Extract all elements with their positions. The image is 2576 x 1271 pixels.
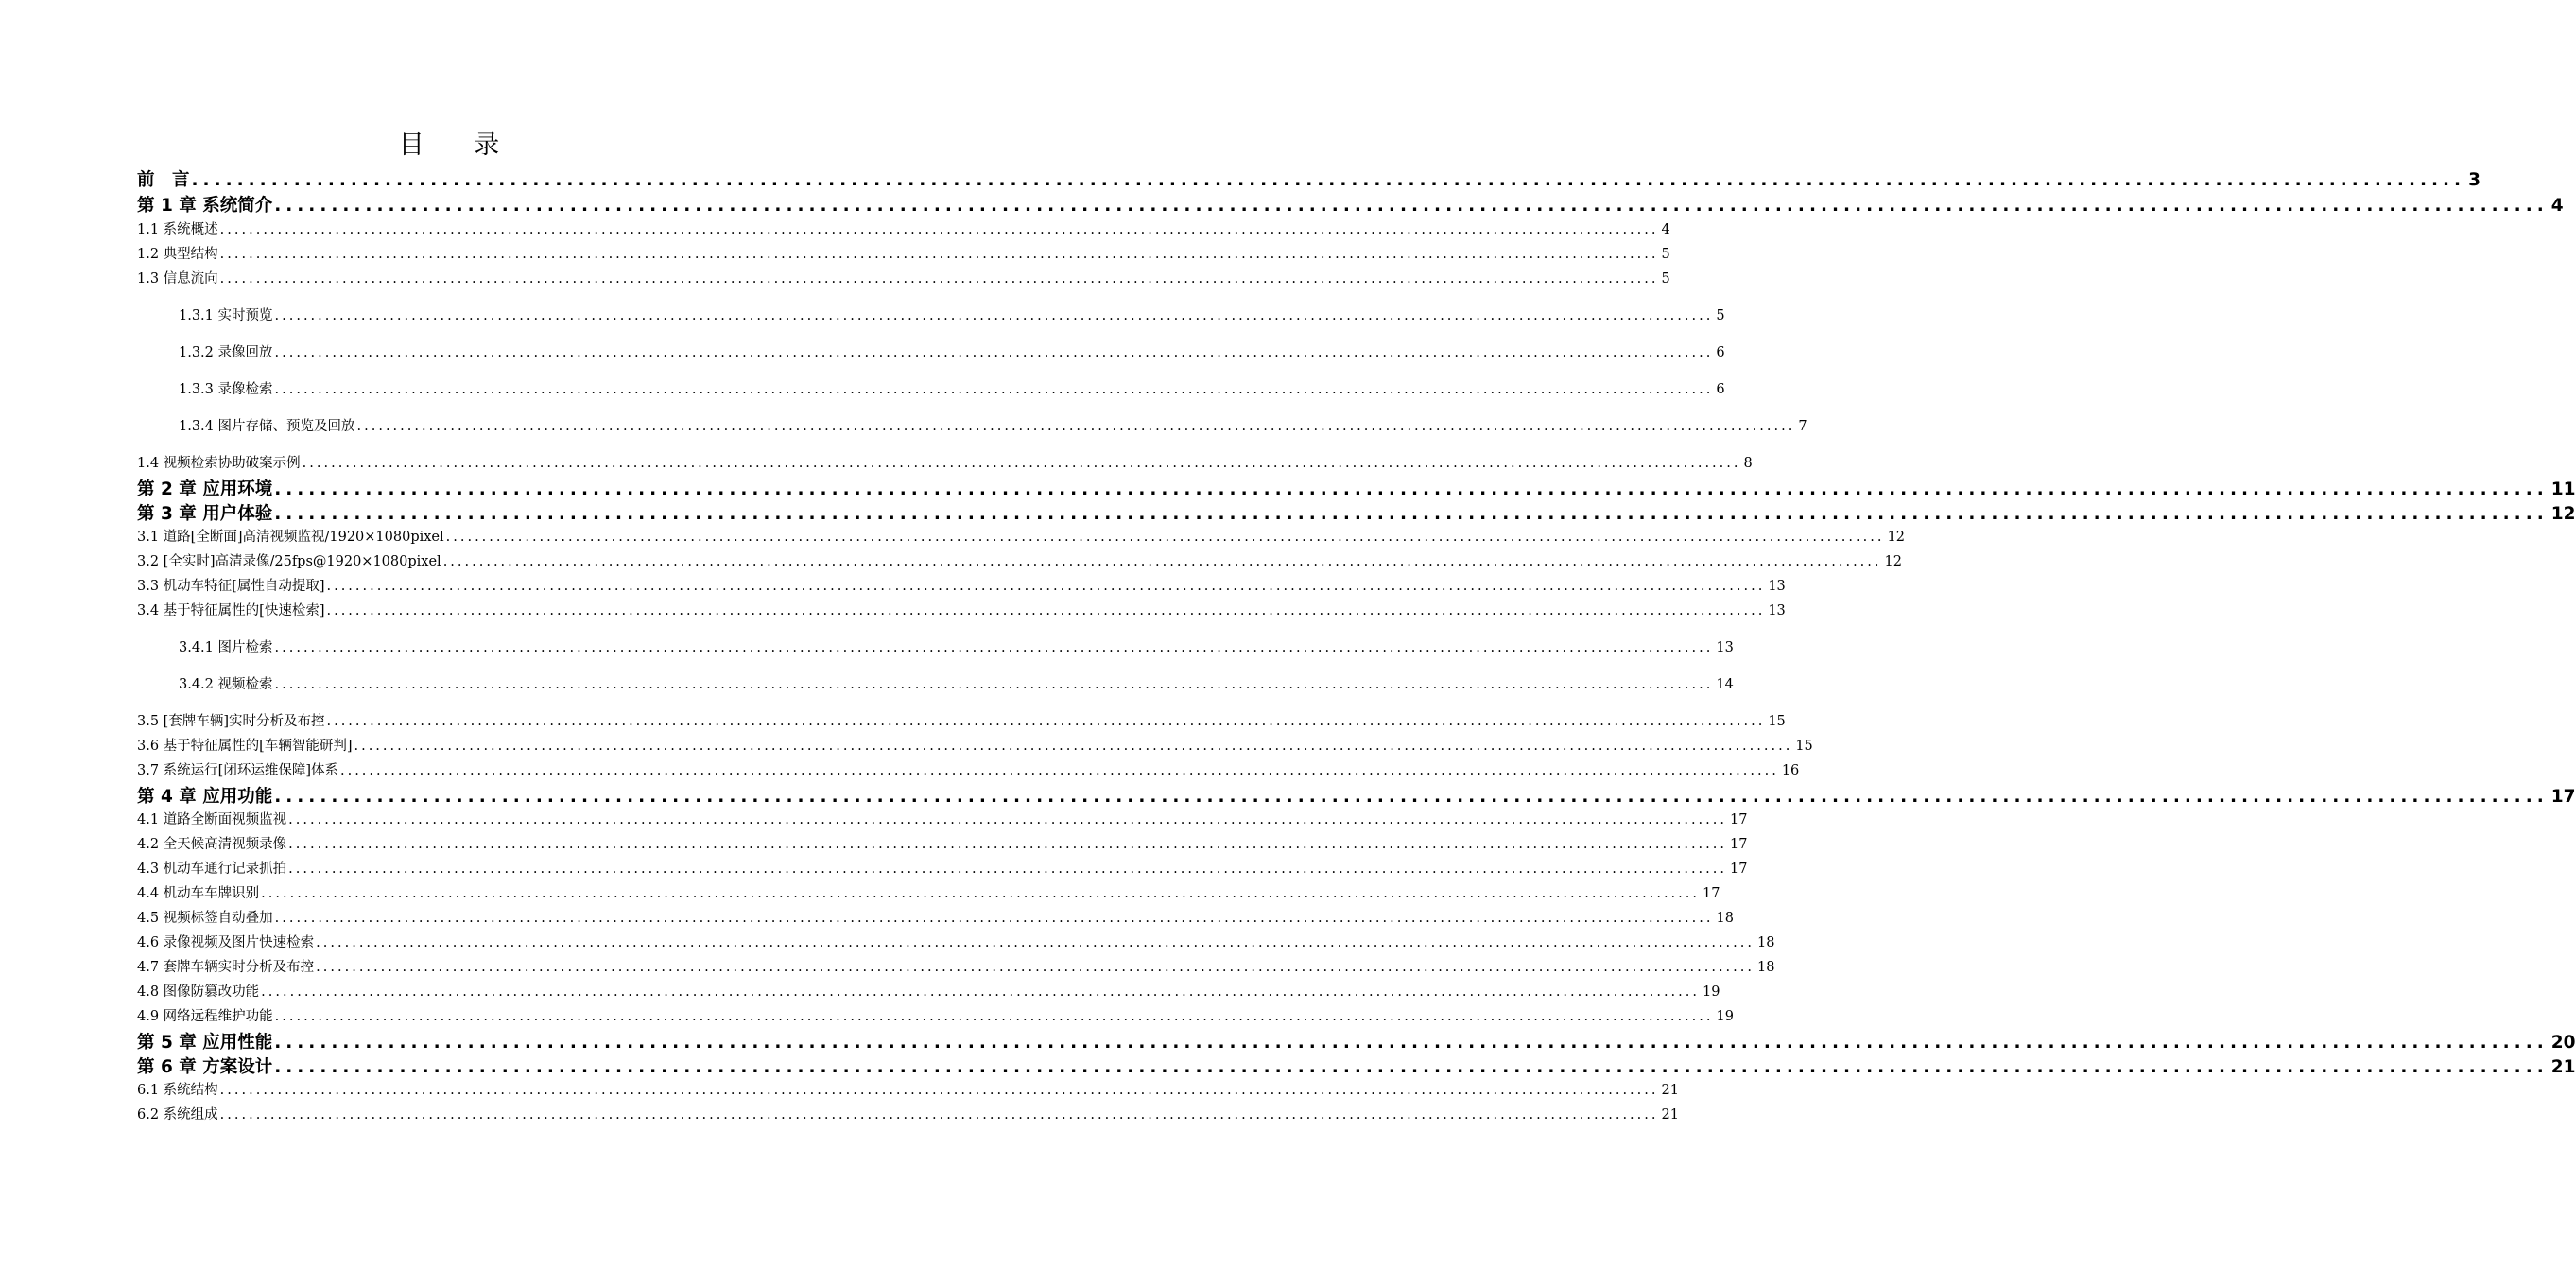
toc-page-number: 18 — [1716, 911, 1734, 926]
toc-leader-dots: ........................................................................................................................................................................................................ — [288, 812, 1727, 827]
toc-leader-dots: ........................................................................................................................................................................................................ — [191, 170, 2466, 190]
toc-entry-label: 第 2 章 应用环境 — [137, 479, 273, 499]
toc-page-number: 5 — [1716, 308, 1725, 323]
toc-page-number: 12 — [1887, 530, 1905, 545]
toc-entry[interactable] — [137, 502, 2576, 527]
toc-leader-dots: ........................................................................................................................................................................................................ — [219, 1083, 1659, 1098]
toc-page-number: 21 — [2550, 1057, 2576, 1077]
toc-entry-label: 4.9 网络远程维护功能 — [137, 1009, 273, 1024]
toc-leader-dots: ........................................................................................................................................................................................................ — [274, 1009, 1714, 1024]
toc-entry-label: 1.3.2 录像回放 — [179, 345, 273, 360]
toc-entry-label: 1.3 信息流向 — [137, 271, 218, 287]
toc-page-number: 19 — [1703, 984, 1720, 1000]
toc-page-number: 14 — [1716, 677, 1734, 692]
toc-entry[interactable] — [137, 1105, 1679, 1125]
toc-page-number: 4 — [1661, 222, 1670, 237]
toc-entry[interactable] — [137, 1006, 1734, 1027]
toc-entry-label: 3.2 [全实时]高清录像/25fps@1920×1080pixel — [137, 554, 441, 569]
toc-leader-dots: ........................................................................................................................................................................................................ — [274, 1057, 2549, 1077]
toc-entry-label: 第 6 章 方案设计 — [137, 1057, 273, 1077]
toc-page-number: 11 — [2550, 479, 2576, 499]
toc-entry[interactable] — [137, 244, 1670, 265]
toc-page-number: 18 — [1757, 935, 1775, 950]
toc-leader-dots: ........................................................................................................................................................................................................ — [274, 911, 1714, 926]
toc-entry[interactable] — [137, 219, 1670, 240]
toc-leader-dots: ........................................................................................................................................................................................................ — [302, 456, 1741, 471]
toc-entry-label: 1.3.3 录像检索 — [179, 382, 273, 397]
toc-leader-dots: ........................................................................................................................................................................................................ — [261, 886, 1700, 901]
toc-page-number: 21 — [1661, 1083, 1679, 1098]
toc-entry[interactable] — [137, 1055, 2576, 1080]
toc-leader-dots: ........................................................................................................................................................................................................ — [274, 345, 1714, 360]
toc-entry[interactable] — [137, 269, 1670, 289]
toc-entry[interactable] — [179, 305, 1725, 326]
toc-leader-dots: ........................................................................................................................................................................................................ — [274, 677, 1714, 692]
toc-leader-dots: ........................................................................................................................................................................................................ — [356, 419, 1796, 434]
toc-page-number: 17 — [1730, 812, 1748, 827]
toc-leader-dots: ........................................................................................................................................................................................................ — [339, 763, 1779, 778]
toc-page-number: 17 — [1730, 862, 1748, 877]
toc-entry-label: 3.4.1 图片检索 — [179, 640, 273, 655]
toc-leader-dots: ........................................................................................................................................................................................................ — [274, 504, 2549, 524]
toc-entry[interactable] — [137, 810, 1748, 830]
toc-page-number: 12 — [1884, 554, 1902, 569]
toc-entry[interactable] — [179, 416, 1807, 437]
toc-entry-label: 1.2 典型结构 — [137, 247, 218, 262]
toc-leader-dots: ........................................................................................................................................................................................................ — [261, 984, 1700, 1000]
toc-leader-dots: ........................................................................................................................................................................................................ — [288, 862, 1727, 877]
toc-entry[interactable] — [137, 785, 2576, 810]
toc-page-number: 15 — [1795, 739, 1813, 754]
toc-entry-label: 4.5 视频标签自动叠加 — [137, 911, 273, 926]
toc-entry[interactable] — [179, 379, 1725, 400]
toc-entry[interactable] — [137, 908, 1734, 929]
toc-entry[interactable] — [137, 982, 1720, 1002]
toc-page-number: 5 — [1661, 271, 1670, 287]
toc-entry[interactable] — [137, 1031, 2576, 1055]
toc-entry-label: 6.2 系统组成 — [137, 1107, 218, 1123]
toc-entry[interactable] — [137, 1080, 1679, 1101]
toc-leader-dots: ........................................................................................................................................................................................................ — [274, 1033, 2549, 1053]
toc-leader-dots: ........................................................................................................................................................................................................ — [274, 479, 2549, 499]
toc-entry[interactable] — [137, 601, 1786, 621]
toc-entry-label: 4.7 套牌车辆实时分析及布控 — [137, 960, 315, 975]
toc-page-number: 15 — [1768, 714, 1786, 729]
toc-leader-dots: ........................................................................................................................................................................................................ — [316, 960, 1755, 975]
toc-entry[interactable] — [137, 957, 1775, 978]
toc-page-number: 20 — [2550, 1033, 2576, 1053]
toc-entry-label: 4.6 录像视频及图片快速检索 — [137, 935, 315, 950]
toc-page-number: 7 — [1798, 419, 1807, 434]
toc-entry-label: 4.2 全天候高清视频录像 — [137, 837, 287, 852]
toc-entry-label: 3.6 基于特征属性的[车辆智能研判] — [137, 739, 353, 754]
toc-leader-dots: ........................................................................................................................................................................................................ — [326, 603, 1766, 618]
toc-entry[interactable] — [137, 736, 1813, 757]
toc-entry[interactable] — [137, 883, 1720, 904]
toc-leader-dots: ........................................................................................................................................................................................................ — [274, 787, 2549, 807]
toc-entry-label: 前 言 — [137, 170, 190, 190]
toc-page-number: 8 — [1743, 456, 1753, 471]
toc-page-number: 3 — [2468, 170, 2481, 190]
toc-entry-label: 第 1 章 系统简介 — [137, 196, 273, 216]
toc-entry[interactable] — [137, 932, 1775, 953]
toc-leader-dots: ........................................................................................................................................................................................................ — [274, 640, 1714, 655]
toc-leader-dots: ........................................................................................................................................................................................................ — [219, 271, 1659, 287]
toc-leader-dots: ........................................................................................................................................................................................................ — [316, 935, 1755, 950]
toc-page-number: 19 — [1716, 1009, 1734, 1024]
toc-page-number: 13 — [1768, 603, 1786, 618]
toc-entry-label: 1.1 系统概述 — [137, 222, 218, 237]
toc-entry[interactable] — [137, 168, 2481, 193]
toc-page-number: 16 — [1781, 763, 1800, 778]
toc-page-number: 6 — [1716, 382, 1725, 397]
toc-entry[interactable] — [137, 453, 1753, 474]
toc-leader-dots: ........................................................................................................................................................................................................ — [326, 714, 1766, 729]
toc-page-number: 21 — [1661, 1107, 1679, 1123]
toc-entry[interactable] — [137, 576, 1786, 597]
toc-leader-dots: ........................................................................................................................................................................................................ — [274, 308, 1714, 323]
toc-entry-label: 第 3 章 用户体验 — [137, 504, 273, 524]
toc-page-number: 17 — [2550, 787, 2576, 807]
toc-entry[interactable] — [137, 478, 2576, 502]
toc-entry-label: 1.3.4 图片存储、预览及回放 — [179, 419, 355, 434]
toc-entry[interactable] — [137, 859, 1748, 879]
toc-entry[interactable] — [179, 637, 1734, 658]
toc-leader-dots: ........................................................................................................................................................................................................ — [219, 1107, 1659, 1123]
toc-entry-label: 4.8 图像防篡改功能 — [137, 984, 260, 1000]
toc-leader-dots: ........................................................................................................................................................................................................ — [354, 739, 1793, 754]
toc-entry-label: 3.7 系统运行[闭环运维保障]体系 — [137, 763, 338, 778]
toc-entry-label: 4.4 机动车车牌识别 — [137, 886, 260, 901]
toc-page-number: 4 — [2550, 196, 2564, 216]
toc-entry[interactable] — [137, 527, 1905, 548]
toc-page-number: 17 — [1703, 886, 1720, 901]
toc-entry[interactable] — [137, 711, 1786, 732]
toc-entry-label: 4.1 道路全断面视频监视 — [137, 812, 287, 827]
toc-leader-dots: ........................................................................................................................................................................................................ — [219, 222, 1659, 237]
toc-entry-label: 3.3 机动车特征[属性自动提取] — [137, 579, 325, 594]
toc-leader-dots: ........................................................................................................................................................................................................ — [442, 554, 1882, 569]
toc-page-number: 5 — [1661, 247, 1670, 262]
toc-title: 目 录 — [398, 131, 521, 160]
toc-leader-dots: ........................................................................................................................................................................................................ — [274, 196, 2549, 216]
toc-leader-dots: ........................................................................................................................................................................................................ — [219, 247, 1659, 262]
toc-page-number: 6 — [1716, 345, 1725, 360]
toc-leader-dots: ........................................................................................................................................................................................................ — [288, 837, 1727, 852]
toc-entry[interactable] — [179, 674, 1734, 695]
toc-leader-dots: ........................................................................................................................................................................................................ — [274, 382, 1714, 397]
toc-entry-label: 第 5 章 应用性能 — [137, 1033, 273, 1053]
toc-entry-label: 4.3 机动车通行记录抓拍 — [137, 862, 287, 877]
toc-page-number: 13 — [1768, 579, 1786, 594]
toc-entry-label: 6.1 系统结构 — [137, 1083, 218, 1098]
toc-page-number: 17 — [1730, 837, 1748, 852]
toc-page-number: 13 — [1716, 640, 1734, 655]
toc-entry-label: 1.4 视频检索协助破案示例 — [137, 456, 301, 471]
toc-entry-label: 第 4 章 应用功能 — [137, 787, 273, 807]
toc-entry-label: 3.4.2 视频检索 — [179, 677, 273, 692]
toc-entry-label: 3.1 道路[全断面]高清视频监视/1920×1080pixel — [137, 530, 444, 545]
toc-entry[interactable] — [137, 834, 1748, 855]
toc-page-number: 12 — [2550, 504, 2576, 524]
toc-entry[interactable] — [137, 551, 1902, 572]
toc-leader-dots: ........................................................................................................................................................................................................ — [445, 530, 1885, 545]
toc-entry[interactable] — [179, 342, 1725, 363]
toc-entry-label: 1.3.1 实时预览 — [179, 308, 273, 323]
toc-entry[interactable] — [137, 760, 1800, 781]
toc-entry-label: 3.5 [套牌车辆]实时分析及布控 — [137, 714, 325, 729]
toc-leader-dots: ........................................................................................................................................................................................................ — [326, 579, 1766, 594]
toc-entry[interactable] — [137, 194, 2564, 218]
toc-entry-label: 3.4 基于特征属性的[快速检索] — [137, 603, 325, 618]
toc-page-number: 18 — [1757, 960, 1775, 975]
